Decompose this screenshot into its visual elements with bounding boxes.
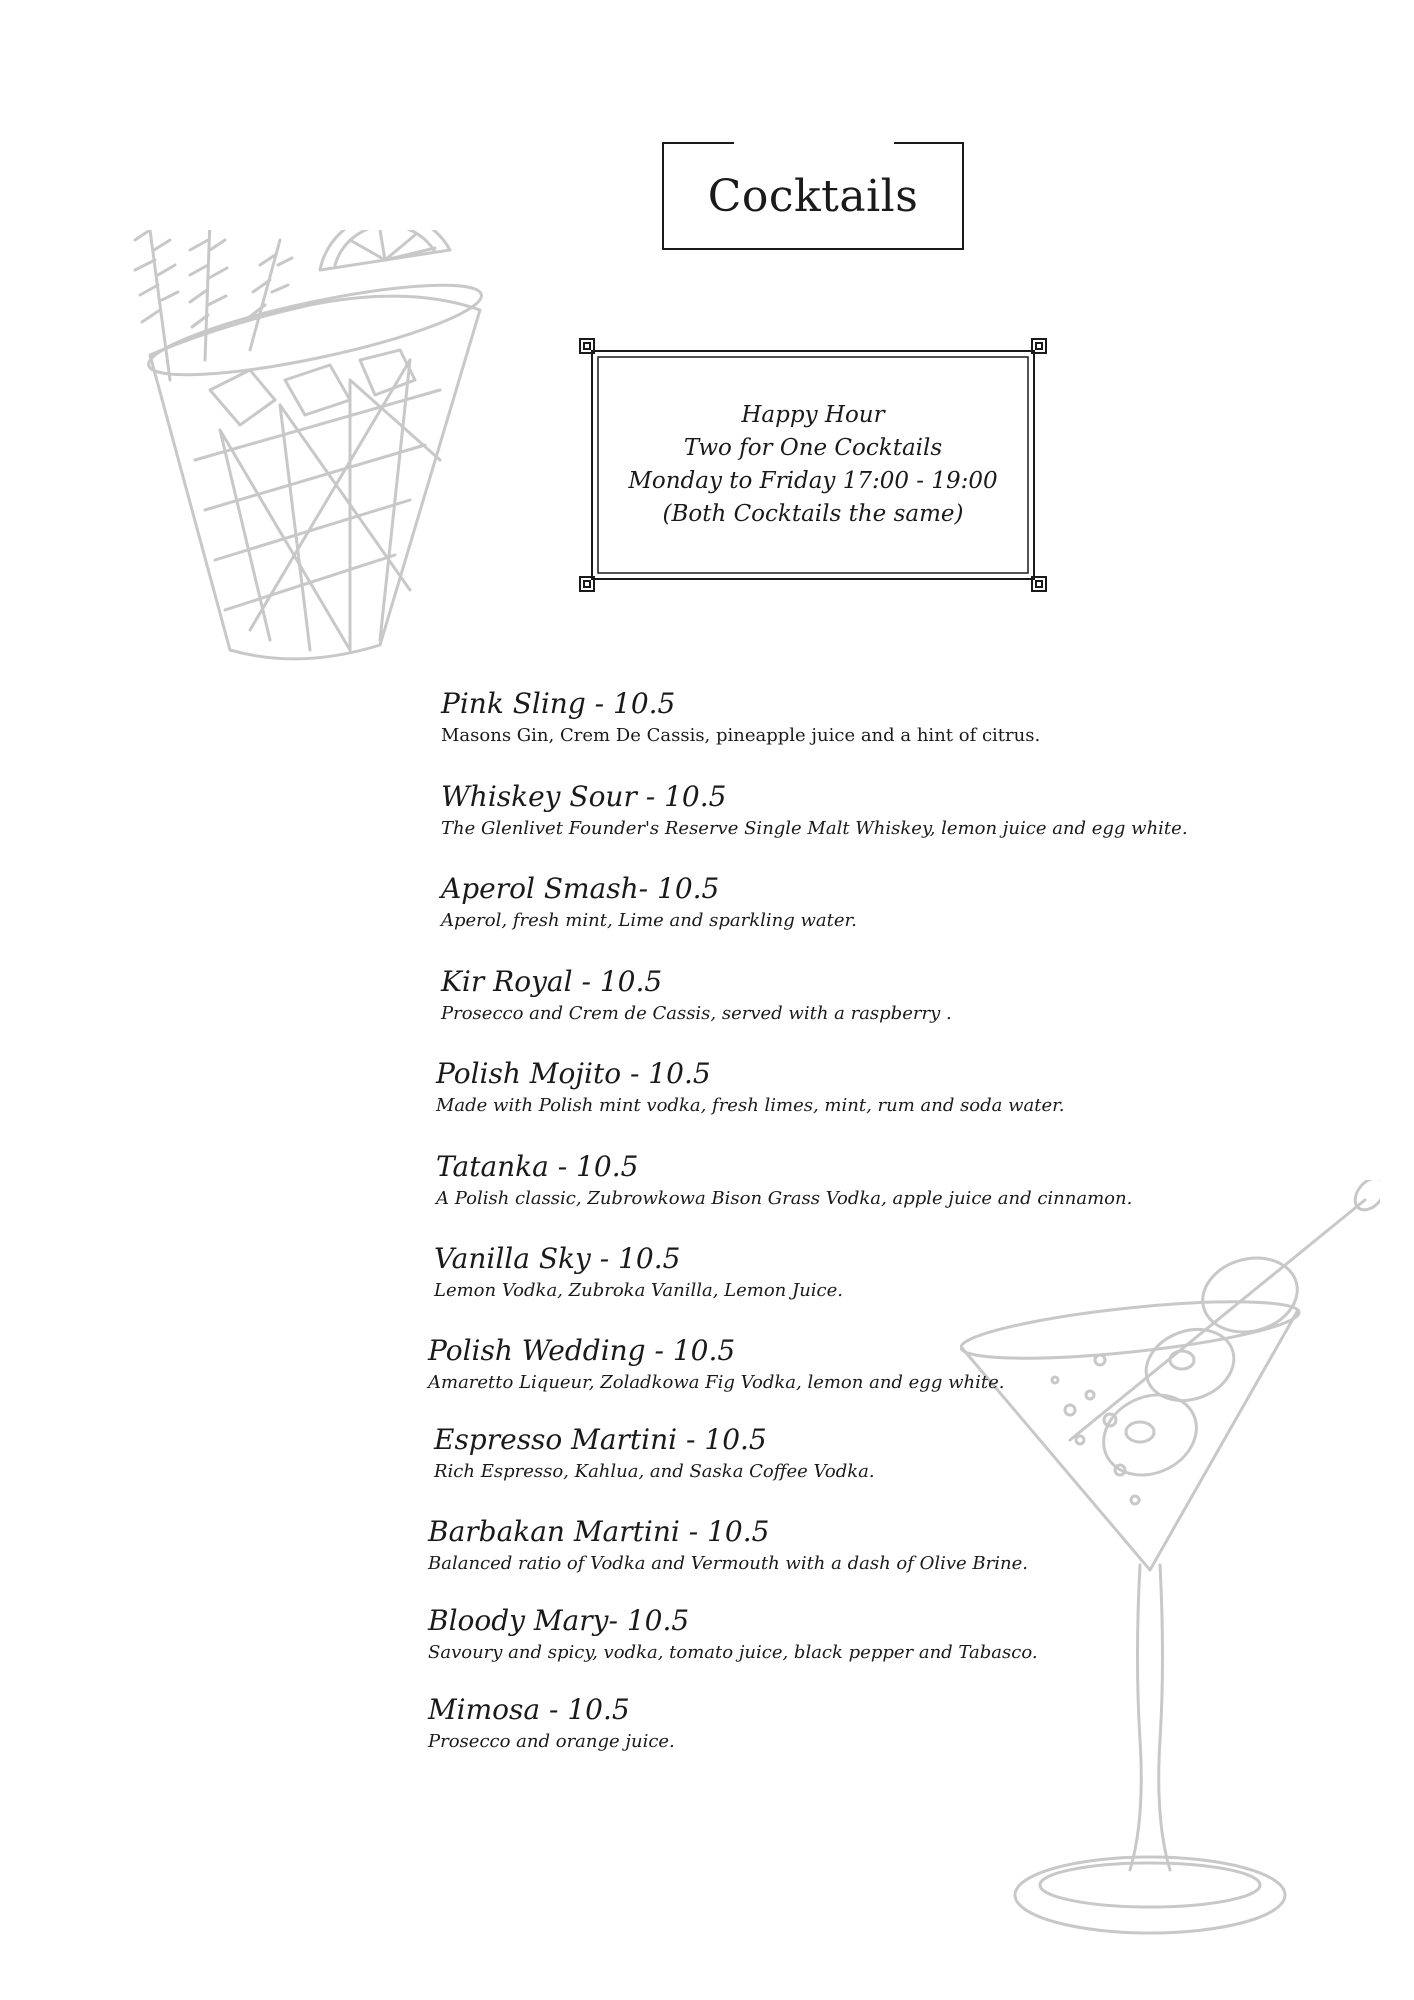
happy-hour-line: (Both Cocktails the same) (662, 501, 964, 527)
item-description: Made with Polish mint vodka, fresh limes, mint, rum and soda water. (436, 1095, 1065, 1116)
item-description: Prosecco and orange juice. (428, 1731, 675, 1752)
menu-item-bloody-mary (428, 1603, 1038, 1666)
rocks-glass-cocktail-illustration (110, 230, 550, 670)
item-name: Pink Sling - 10.5 (441, 687, 676, 720)
happy-hour-line: Monday to Friday 17:00 - 19:00 (628, 468, 998, 494)
title-box (662, 142, 964, 250)
item-name: Polish Mojito - 10.5 (436, 1057, 711, 1090)
happy-hour-line: Happy Hour (741, 402, 885, 428)
happy-hour-box (578, 337, 1048, 593)
item-name: Whiskey Sour - 10.5 (441, 780, 727, 813)
menu-item-espresso-martini (434, 1422, 875, 1485)
item-name: Bloody Mary- 10.5 (428, 1604, 690, 1637)
item-description: Masons Gin, Crem De Cassis, pineapple juice and a hint of citrus. (441, 725, 1041, 746)
item-name: Vanilla Sky - 10.5 (434, 1242, 681, 1275)
item-description: Rich Espresso, Kahlua, and Saska Coffee Vodka. (434, 1461, 875, 1482)
item-name: Espresso Martini - 10.5 (434, 1423, 767, 1456)
item-name: Tatanka - 10.5 (436, 1150, 639, 1183)
item-name: Mimosa - 10.5 (428, 1693, 630, 1726)
page-title: Cocktails (707, 170, 919, 222)
item-description: Amaretto Liqueur, Zoladkowa Fig Vodka, lemon and egg white. (428, 1372, 1005, 1393)
menu-item-vanilla-sky (434, 1241, 843, 1304)
menu-item-pink-sling (441, 686, 1040, 749)
menu-item-mimosa (428, 1692, 675, 1755)
menu-item-polish-wedding (428, 1333, 1004, 1396)
item-description: Balanced ratio of Vodka and Vermouth with a dash of Olive Brine. (428, 1553, 1028, 1574)
item-description: Savoury and spicy, vodka, tomato juice, black pepper and Tabasco. (428, 1642, 1038, 1663)
item-name: Kir Royal - 10.5 (441, 965, 663, 998)
item-description: The Glenlivet Founder's Reserve Single Malt Whiskey, lemon juice and egg white. (441, 818, 1188, 839)
menu-item-kir-royal (441, 964, 952, 1027)
item-description: Prosecco and Crem de Cassis, served with a raspberry . (441, 1003, 952, 1024)
item-name: Polish Wedding - 10.5 (428, 1334, 736, 1367)
item-description: Aperol, fresh mint, Lime and sparkling water. (441, 910, 857, 931)
menu-item-whiskey-sour (441, 779, 1188, 842)
happy-hour-text (578, 337, 1048, 593)
item-description: Lemon Vodka, Zubroka Vanilla, Lemon Juice. (434, 1280, 843, 1301)
item-name: Aperol Smash- 10.5 (441, 872, 720, 905)
menu-item-polish-mojito (436, 1056, 1065, 1119)
item-description: A Polish classic, Zubrowkowa Bison Grass Vodka, apple juice and cinnamon. (436, 1188, 1133, 1209)
happy-hour-line: Two for One Cocktails (683, 435, 943, 461)
menu-item-barbakan-martini (428, 1514, 1028, 1577)
menu-item-tatanka (436, 1149, 1132, 1212)
item-name: Barbakan Martini - 10.5 (428, 1515, 770, 1548)
menu-item-aperol-smash (441, 871, 857, 934)
